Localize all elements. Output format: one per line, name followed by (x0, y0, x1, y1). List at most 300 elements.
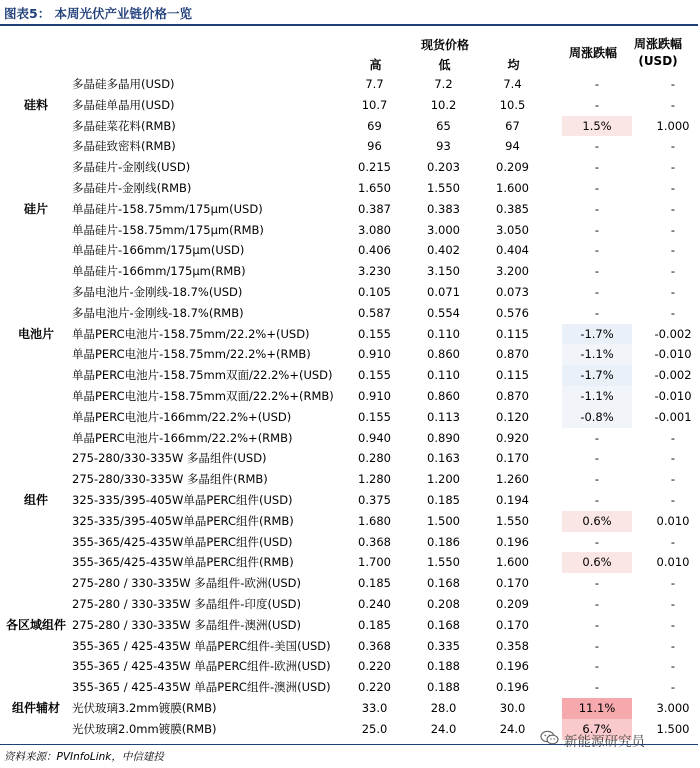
price-low: 0.860 (427, 388, 460, 403)
category-cell (0, 511, 72, 532)
weekly-change (547, 220, 647, 241)
weekly-change-value: - (594, 77, 600, 91)
table-row (0, 698, 700, 719)
table-row (0, 677, 700, 698)
price-avg: 30.0 (499, 700, 526, 715)
category-cell (0, 303, 72, 324)
weekly-change-value: - (594, 139, 600, 154)
header-weekly-change-usd-line1: 周涨跌幅 (633, 37, 682, 51)
weekly-change (547, 365, 647, 386)
weekly-change-usd: - (670, 638, 676, 653)
price-avg: 0.073 (496, 284, 529, 299)
category-cell (0, 386, 72, 407)
price-avg: 94 (505, 139, 520, 154)
weekly-change-usd: -0.010 (654, 388, 692, 403)
table-row (0, 95, 700, 116)
weekly-change-usd: - (670, 180, 676, 195)
weekly-change-value: - (594, 576, 600, 591)
weekly-change-usd: - (670, 617, 676, 632)
weekly-change (547, 490, 647, 511)
weekly-change-usd: - (670, 659, 676, 674)
category-cell (0, 428, 72, 449)
price-avg: 67 (505, 118, 520, 133)
price-avg: 0.120 (496, 409, 529, 424)
item-name: 光伏玻璃2.0mm镀膜(RMB) (72, 721, 217, 736)
price-low: 1.500 (427, 513, 460, 528)
weekly-change-value: - (594, 659, 600, 674)
table-row (0, 157, 700, 178)
item-name: 355-365 / 425-435W 单晶PERC组件-美国(USD) (72, 638, 331, 653)
weekly-change-usd: 1.000 (656, 118, 690, 133)
item-name: 单晶硅片-166mm/175μm(USD) (72, 243, 245, 258)
item-name: 275-280 / 330-335W 多晶组件-印度(USD) (72, 596, 302, 611)
weekly-change-usd: -0.001 (654, 409, 692, 424)
weekly-change-value: - (594, 451, 600, 466)
item-name: 多晶电池片-金刚线-18.7%(USD) (72, 284, 243, 299)
item-name: 单晶硅片-166mm/175μm(RMB) (72, 264, 246, 279)
price-low: 24.0 (430, 721, 457, 736)
price-low: 0.113 (427, 409, 460, 424)
price-high: 0.387 (358, 201, 391, 216)
header-high: 高 (369, 58, 382, 72)
weekly-change-value: -1.1% (562, 386, 632, 407)
weekly-change (547, 448, 647, 469)
category-cell: 电池片 (17, 326, 54, 341)
table-row (0, 74, 700, 95)
price-low: 10.2 (430, 97, 457, 112)
weekly-change-value: - (594, 638, 600, 653)
price-high: 0.368 (358, 638, 391, 653)
weekly-change (547, 656, 647, 677)
weekly-change-value: - (594, 617, 600, 632)
logo-text: 新能源研究员 (564, 734, 645, 750)
price-high: 0.368 (358, 534, 391, 549)
item-name: 光伏玻璃3.2mm镀膜(RMB) (72, 700, 217, 715)
weekly-change-usd: - (670, 430, 676, 445)
weekly-change-usd: - (670, 97, 676, 112)
weekly-change-usd: 3.000 (656, 700, 690, 715)
price-high: 1.650 (358, 180, 391, 195)
price-avg: 24.0 (499, 721, 526, 736)
category-cell (0, 719, 72, 740)
price-high: 1.680 (358, 513, 391, 528)
price-avg: 1.600 (496, 555, 529, 570)
price-avg: 0.115 (496, 326, 529, 341)
weekly-change-value: - (594, 264, 600, 279)
weekly-change-value: 11.1% (562, 698, 632, 719)
title-bar (0, 0, 698, 26)
weekly-change (547, 386, 647, 407)
item-name: 275-280 / 330-335W 多晶组件-欧洲(USD) (72, 576, 302, 591)
weekly-change-usd: - (670, 160, 676, 175)
price-low: 0.860 (427, 347, 460, 362)
item-name: 单晶PERC电池片-158.75mm双面/22.2%+(USD) (72, 368, 333, 383)
weekly-change-value: -1.7% (562, 324, 632, 345)
table-row (0, 116, 700, 137)
price-avg: 0.920 (496, 430, 529, 445)
category-cell (0, 261, 72, 282)
price-high: 69 (367, 118, 382, 133)
price-avg: 0.115 (496, 368, 529, 383)
price-high: 0.105 (358, 284, 391, 299)
item-name: 多晶电池片-金刚线-18.7%(RMB) (72, 305, 244, 320)
weekly-change-value: - (594, 97, 600, 112)
weekly-change (547, 344, 647, 365)
weekly-change-value: -1.1% (562, 344, 632, 365)
item-name: 355-365 / 425-435W 单晶PERC组件-澳洲(USD) (72, 680, 331, 695)
price-low: 0.110 (427, 326, 460, 341)
table-row (0, 573, 700, 594)
price-avg: 0.170 (496, 451, 529, 466)
category-cell: 组件辅材 (11, 700, 60, 715)
wechat-icon (540, 730, 560, 750)
table-row (0, 282, 700, 303)
weekly-change (547, 240, 647, 261)
category-cell (0, 116, 72, 137)
price-avg: 0.870 (496, 388, 529, 403)
weekly-change (547, 511, 647, 532)
price-avg: 0.170 (496, 617, 529, 632)
category-cell: 硅料 (23, 97, 48, 112)
weekly-change-value: - (594, 180, 600, 195)
table-row (0, 428, 700, 449)
price-low: 65 (436, 118, 451, 133)
price-low: 1.550 (427, 180, 460, 195)
weekly-change-usd: - (670, 451, 676, 466)
category-cell (0, 74, 72, 95)
category-cell (0, 448, 72, 469)
weekly-change-usd: 1.500 (656, 721, 690, 736)
header-avg: 均 (507, 58, 520, 72)
weekly-change-usd: - (670, 596, 676, 611)
item-name: 275-280/330-335W 多晶组件(USD) (72, 451, 267, 466)
table-row (0, 199, 700, 220)
weekly-change (547, 116, 647, 137)
category-cell: 组件 (23, 492, 48, 507)
price-low: 0.188 (427, 680, 460, 695)
price-low: 0.890 (427, 430, 460, 445)
price-avg: 0.196 (496, 680, 529, 695)
price-high: 25.0 (361, 721, 388, 736)
weekly-change-usd: - (670, 243, 676, 258)
weekly-change-value: -0.8% (562, 407, 632, 428)
price-low: 0.383 (427, 201, 460, 216)
weekly-change (547, 677, 647, 698)
weekly-change-value: - (594, 472, 600, 487)
price-avg: 7.4 (503, 77, 522, 91)
category-cell (0, 178, 72, 199)
header-weekly-change: 周涨跌幅 (568, 46, 617, 60)
table-row (0, 303, 700, 324)
price-high: 0.910 (358, 388, 391, 403)
weekly-change (547, 157, 647, 178)
weekly-change-usd: - (670, 305, 676, 320)
price-low: 0.554 (427, 305, 460, 320)
weekly-change (547, 552, 647, 573)
weekly-change-value: 0.6% (562, 552, 632, 573)
price-low: 0.203 (427, 160, 460, 175)
weekly-change (547, 178, 647, 199)
table-row (0, 448, 700, 469)
table-row (0, 324, 700, 345)
price-low: 0.071 (427, 284, 460, 299)
price-avg: 1.600 (496, 180, 529, 195)
table-row (0, 365, 700, 386)
price-high: 0.375 (358, 492, 391, 507)
item-name: 多晶硅单晶用(USD) (72, 97, 175, 112)
table-row (0, 469, 700, 490)
category-cell (0, 656, 72, 677)
item-name: 单晶硅片-158.75mm/175μm(USD) (72, 201, 263, 216)
price-high: 3.230 (358, 264, 391, 279)
header-weekly-change-usd-line2: (USD) (638, 54, 678, 68)
weekly-change-value: -1.7% (562, 365, 632, 386)
item-name: 多晶硅菜花料(RMB) (72, 118, 176, 133)
table-row (0, 220, 700, 241)
item-name: 多晶硅片-金刚线(RMB) (72, 180, 192, 195)
weekly-change-value: - (594, 305, 600, 320)
price-avg: 3.050 (496, 222, 529, 237)
price-table-body (0, 74, 700, 740)
price-low: 0.110 (427, 368, 460, 383)
weekly-change (547, 282, 647, 303)
item-name: 275-280 / 330-335W 多晶组件-澳洲(USD) (72, 617, 302, 632)
price-high: 1.700 (358, 555, 391, 570)
table-row (0, 136, 700, 157)
price-low: 0.185 (427, 492, 460, 507)
item-name: 275-280/330-335W 多晶组件(RMB) (72, 472, 268, 487)
table-row (0, 386, 700, 407)
price-high: 0.280 (358, 451, 391, 466)
price-low: 1.200 (427, 472, 460, 487)
category-cell (0, 365, 72, 386)
price-low: 0.188 (427, 659, 460, 674)
price-high: 0.185 (358, 617, 391, 632)
weekly-change-usd: -0.010 (654, 347, 692, 362)
price-avg: 0.576 (496, 305, 529, 320)
weekly-change-usd: - (670, 492, 676, 507)
item-name: 多晶硅多晶用(USD) (72, 77, 175, 91)
table-row (0, 636, 700, 657)
weekly-change (547, 428, 647, 449)
price-high: 0.155 (358, 409, 391, 424)
price-avg: 0.194 (496, 492, 529, 507)
price-avg: 0.196 (496, 534, 529, 549)
weekly-change-value: - (594, 596, 600, 611)
weekly-change-value: - (594, 534, 600, 549)
category-cell (0, 552, 72, 573)
price-low: 0.168 (427, 576, 460, 591)
weekly-change-value: - (594, 492, 600, 507)
weekly-change-usd: - (670, 576, 676, 591)
table-row (0, 594, 700, 615)
table-row (0, 490, 700, 511)
price-high: 0.155 (358, 326, 391, 341)
weekly-change-usd: -0.002 (654, 368, 692, 383)
price-high: 3.080 (358, 222, 391, 237)
price-high: 7.7 (365, 77, 384, 91)
price-avg: 0.170 (496, 576, 529, 591)
weekly-change (547, 407, 647, 428)
weekly-change-usd: - (670, 680, 676, 695)
weekly-change-usd: -0.002 (654, 326, 692, 341)
weekly-change-usd: 0.010 (656, 513, 690, 528)
price-avg: 0.385 (496, 201, 529, 216)
price-high: 33.0 (361, 700, 388, 715)
price-high: 0.185 (358, 576, 391, 591)
price-low: 0.168 (427, 617, 460, 632)
logo (540, 730, 645, 750)
price-avg: 0.209 (496, 596, 529, 611)
source-note: 资料来源：PVInfoLink，中信建投 (4, 751, 164, 763)
weekly-change-usd: 0.010 (656, 555, 690, 570)
item-name: 325-335/395-405W单晶PERC组件(RMB) (72, 513, 294, 528)
price-avg: 10.5 (499, 97, 526, 112)
weekly-change-value: 0.6% (562, 511, 632, 532)
weekly-change-usd: - (670, 222, 676, 237)
weekly-change-value: - (594, 201, 600, 216)
weekly-change (547, 324, 647, 345)
price-high: 10.7 (361, 97, 388, 112)
weekly-change-usd: - (670, 139, 676, 154)
weekly-change (547, 636, 647, 657)
price-avg: 0.209 (496, 160, 529, 175)
category-cell: 硅片 (23, 201, 48, 216)
price-low: 7.2 (434, 77, 453, 91)
weekly-change (547, 95, 647, 116)
weekly-change-usd: - (670, 472, 676, 487)
table-row (0, 178, 700, 199)
category-cell (0, 677, 72, 698)
price-low: 93 (436, 139, 451, 154)
category-cell (0, 636, 72, 657)
weekly-change-usd: - (670, 534, 676, 549)
price-high: 1.280 (358, 472, 391, 487)
weekly-change (547, 469, 647, 490)
price-low: 3.150 (427, 264, 460, 279)
category-cell (0, 157, 72, 178)
weekly-change-usd: - (670, 284, 676, 299)
header-price-group: 现货价格 (420, 38, 469, 52)
price-high: 96 (367, 139, 382, 154)
item-name: 单晶PERC电池片-166mm/22.2%+(USD) (72, 409, 292, 424)
weekly-change (547, 136, 647, 157)
price-avg: 0.196 (496, 659, 529, 674)
price-high: 0.910 (358, 347, 391, 362)
weekly-change (547, 594, 647, 615)
item-name: 325-335/395-405W单晶PERC组件(USD) (72, 492, 293, 507)
table-row (0, 532, 700, 553)
price-high: 0.215 (358, 160, 391, 175)
price-high: 0.220 (358, 680, 391, 695)
item-name: 单晶硅片-158.75mm/175μm(RMB) (72, 222, 264, 237)
table-row (0, 261, 700, 282)
price-avg: 0.404 (496, 243, 529, 258)
weekly-change (547, 615, 647, 636)
weekly-change-value: 6.7% (562, 719, 632, 740)
category-cell (0, 344, 72, 365)
weekly-change-usd: - (670, 264, 676, 279)
weekly-change-usd: - (670, 77, 676, 91)
price-avg: 0.358 (496, 638, 529, 653)
table-row (0, 552, 700, 573)
table-row (0, 407, 700, 428)
weekly-change-value: - (594, 284, 600, 299)
table-row (0, 240, 700, 261)
price-avg: 1.260 (496, 472, 529, 487)
item-name: 355-365 / 425-435W 单晶PERC组件-欧洲(USD) (72, 659, 331, 674)
price-low: 0.163 (427, 451, 460, 466)
price-low: 28.0 (430, 700, 457, 715)
weekly-change (547, 303, 647, 324)
weekly-change-value: - (594, 430, 600, 445)
table-row (0, 615, 700, 636)
category-cell (0, 469, 72, 490)
category-cell (0, 532, 72, 553)
category-cell (0, 407, 72, 428)
price-low: 0.402 (427, 243, 460, 258)
table-row (0, 511, 700, 532)
price-high: 0.406 (358, 243, 391, 258)
weekly-change-value: - (594, 160, 600, 175)
page-title: 图表5： 本周光伏产业链价格一览 (4, 6, 193, 21)
item-name: 单晶PERC电池片-158.75mm/22.2%+(RMB) (72, 347, 311, 362)
weekly-change (547, 199, 647, 220)
price-low: 3.000 (427, 222, 460, 237)
weekly-change (547, 573, 647, 594)
weekly-change-usd: - (670, 201, 676, 216)
category-cell (0, 220, 72, 241)
category-cell (0, 136, 72, 157)
header-weekly-change-usd (628, 36, 688, 70)
price-high: 0.220 (358, 659, 391, 674)
price-low: 0.186 (427, 534, 460, 549)
price-high: 0.940 (358, 430, 391, 445)
item-name: 多晶硅片-金刚线(USD) (72, 160, 191, 175)
price-table (0, 74, 700, 740)
category-cell (0, 282, 72, 303)
price-low: 0.335 (427, 638, 460, 653)
weekly-change (547, 74, 647, 95)
price-low: 0.208 (427, 596, 460, 611)
category-cell (0, 594, 72, 615)
weekly-change (547, 698, 647, 719)
category-cell (0, 573, 72, 594)
item-name: 单晶PERC电池片-158.75mm/22.2%+(USD) (72, 326, 310, 341)
price-low: 1.550 (427, 555, 460, 570)
price-high: 0.155 (358, 368, 391, 383)
price-avg: 1.550 (496, 513, 529, 528)
header-low: 低 (438, 58, 451, 72)
weekly-change-value: - (594, 243, 600, 258)
weekly-change-value: - (594, 680, 600, 695)
price-avg: 3.200 (496, 264, 529, 279)
item-name: 单晶PERC电池片-158.75mm双面/22.2%+(RMB) (72, 388, 334, 403)
weekly-change (547, 261, 647, 282)
weekly-change-value: - (594, 222, 600, 237)
weekly-change (547, 532, 647, 553)
weekly-change-value: 1.5% (562, 116, 632, 137)
table-row (0, 656, 700, 677)
item-name: 单晶PERC电池片-166mm/22.2%+(RMB) (72, 430, 293, 445)
table-row (0, 344, 700, 365)
price-high: 0.587 (358, 305, 391, 320)
item-name: 355-365/425-435W单晶PERC组件(USD) (72, 534, 293, 549)
price-high: 0.240 (358, 596, 391, 611)
price-avg: 0.870 (496, 347, 529, 362)
item-name: 多晶硅致密料(RMB) (72, 139, 176, 154)
category-cell (0, 240, 72, 261)
